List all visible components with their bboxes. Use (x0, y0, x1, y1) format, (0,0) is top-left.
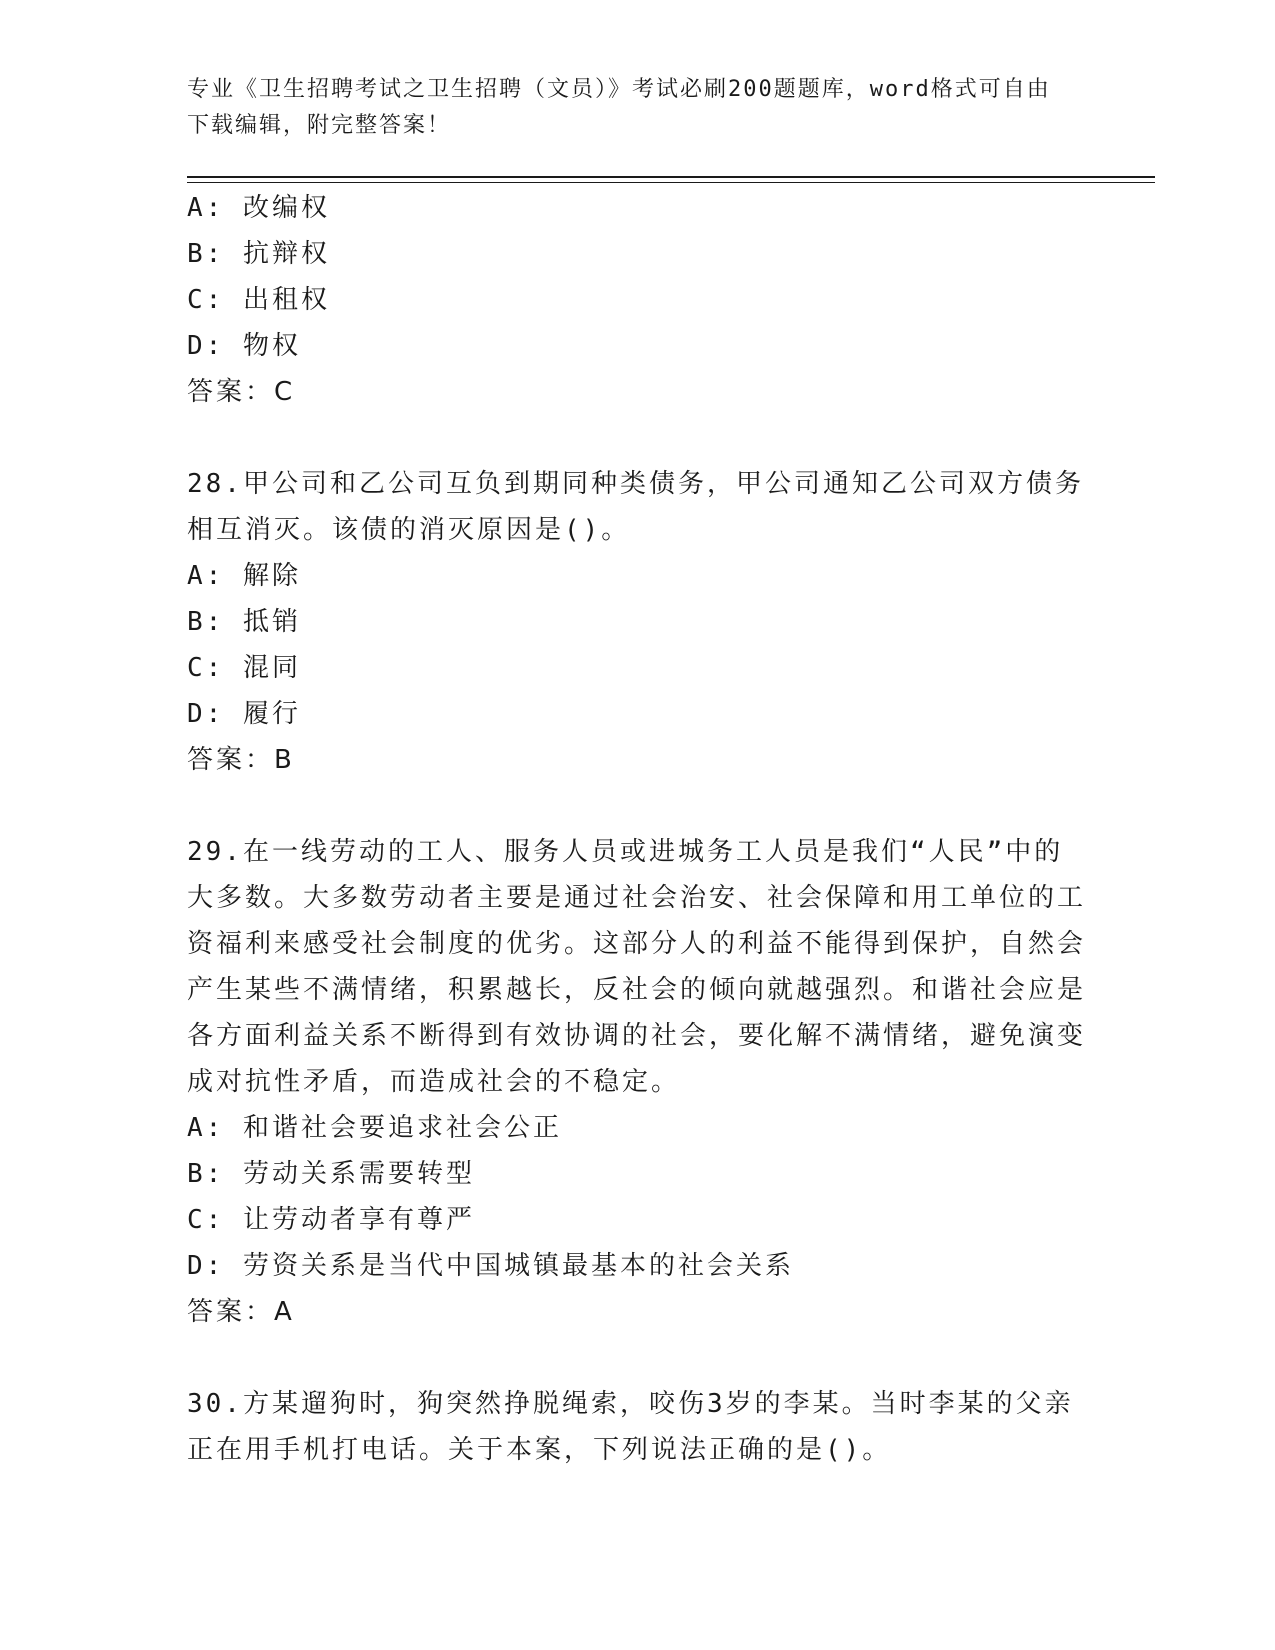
question-stem: 30.方某遛狗时，狗突然挣脱绳索，咬伤3岁的李某。当时李某的父亲正在用手机打电话。关于本案，下列说法正确的是()。 (187, 1389, 1074, 1465)
option-b: B: 劳动关系需要转型 (187, 1159, 475, 1189)
question-stem: 29.在一线劳动的工人、服务人员或进城务工人员是我们“人民”中的大多数。大多数劳动者主要是通过社会治安、社会保障和用工单位的工资福利来感受社会制度的优劣。这部分人的利益不能得到保护，自然会产生某些不满情绪，积累越长，反社会的倾向就越强烈。和谐社会应是各方面利益关系不断得到有效协调的社会，要化解不满情绪，避免演变成对抗性矛盾，而造成社会的不稳定。 (187, 837, 1087, 1097)
question-27 (187, 185, 1087, 415)
option-a: A: 和谐社会要追求社会公正 (187, 1113, 562, 1143)
option-d: D: 物权 (187, 331, 301, 361)
option-d: D: 履行 (187, 699, 301, 729)
option-a: A: 解除 (187, 561, 301, 591)
answer: 答案：C (187, 377, 296, 407)
option-b: B: 抵销 (187, 607, 301, 637)
rule-line-thin (187, 182, 1155, 183)
question-29 (187, 829, 1087, 1335)
question-stem: 28.甲公司和乙公司互负到期同种类债务，甲公司通知乙公司双方债务相互消灭。该债的消灭原因是()。 (187, 469, 1084, 545)
rule-line-thick (187, 176, 1155, 178)
document-page (187, 72, 1087, 1473)
question-30 (187, 1381, 1087, 1473)
header-rule (187, 176, 1155, 183)
option-a: A: 改编权 (187, 193, 330, 223)
question-28 (187, 461, 1087, 783)
option-d: D: 劳资关系是当代中国城镇最基本的社会关系 (187, 1251, 794, 1281)
option-c: C: 让劳动者享有尊严 (187, 1205, 475, 1235)
option-c: C: 混同 (187, 653, 301, 683)
answer: 答案：B (187, 745, 295, 775)
document-header: 专业《卫生招聘考试之卫生招聘（文员）》考试必刷200题题库，word格式可自由下载编辑，附完整答案！ (187, 77, 1051, 138)
answer: 答案：A (187, 1297, 295, 1327)
option-b: B: 抗辩权 (187, 239, 330, 269)
option-c: C: 出租权 (187, 285, 330, 315)
